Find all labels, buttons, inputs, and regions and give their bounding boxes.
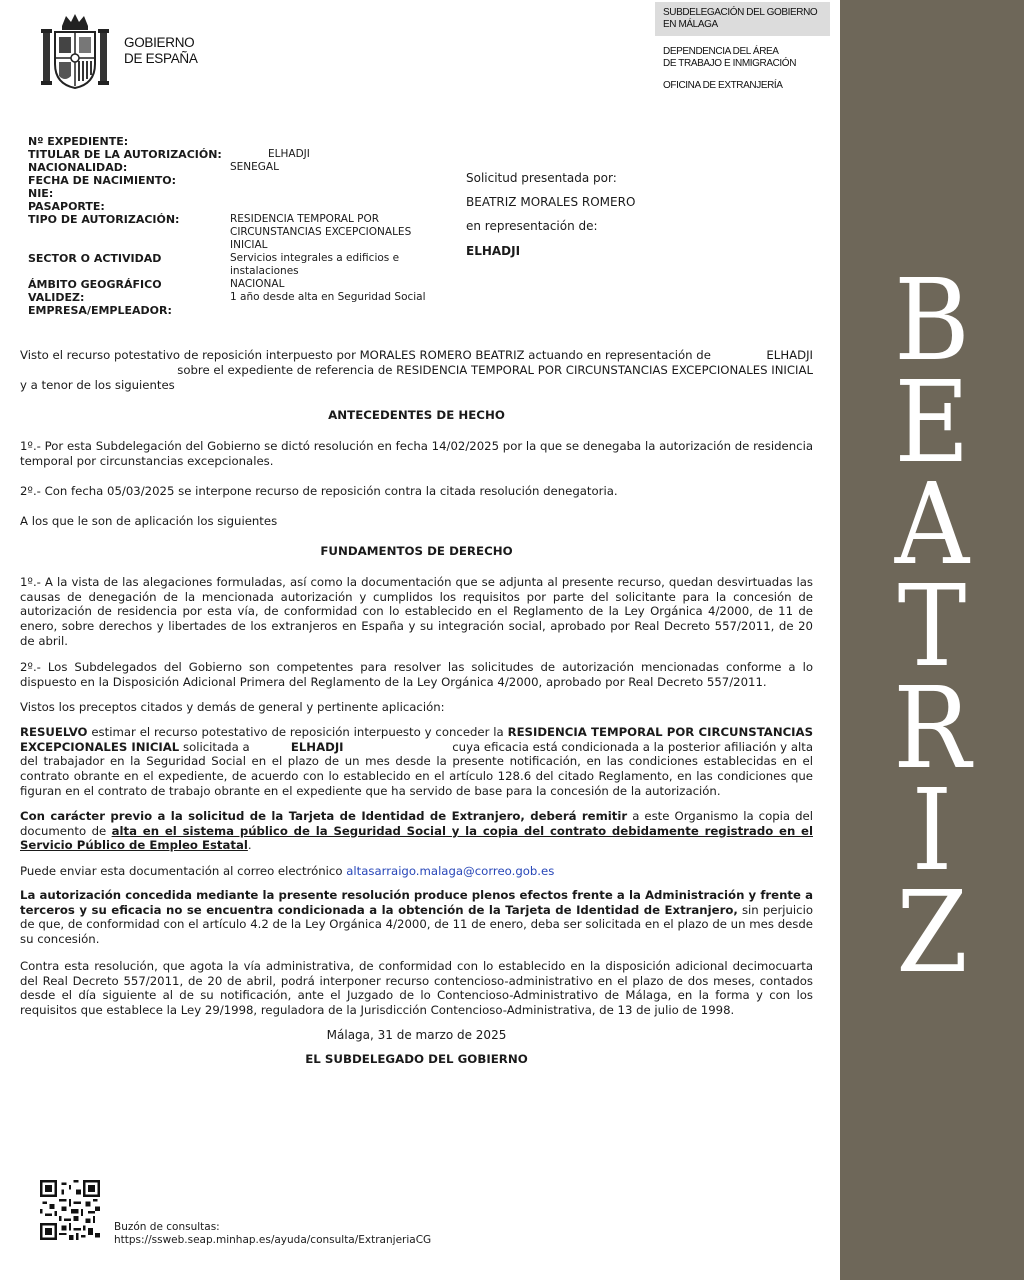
visto-paragraph — [20, 348, 813, 393]
office-line-3: DEPENDENCIA DEL ÁREA — [663, 46, 779, 57]
buzon-consultas — [114, 1221, 431, 1247]
validez-value: 1 año desde alta en Seguridad Social — [230, 291, 426, 303]
buzon-url-link[interactable]: https://ssweb.seap.minhap.es/ayuda/consulta/ExtranjeriaCG — [114, 1234, 432, 1246]
coat-of-arms-icon — [40, 12, 110, 90]
sidebar-letter: A — [894, 460, 970, 590]
pasaporte-label: PASAPORTE: — [28, 200, 105, 213]
visto-name: ELHADJI — [766, 348, 813, 362]
fundamento-2: 2º.- Los Subdelegados del Gobierno son competentes para resolver las solicitudes de autorización mencionadas conforme a lo dispuesto en la Disposición Adicional Primera del Reglamento de la Ley Orgánica 4/2000, aprobado por Real Decreto 557/2011. — [20, 660, 813, 689]
autorizacion-text: sin perjuicio de que, de conformidad con el artículo 4.2 de la Ley Orgánica 4/2000, de 11 de enero, deba ser solicitada en el plazo de un mes desde su concesión. — [20, 902, 813, 947]
visto-text-c: y a tenor de los siguientes — [20, 378, 175, 392]
sidebar-letter: B — [894, 256, 970, 386]
sidebar-letter: T — [897, 562, 967, 692]
sidebar-letter: E — [894, 358, 970, 488]
resuelvo-keyword: RESUELVO — [20, 725, 88, 739]
antecedente-1: 1º.- Por esta Subdelegación del Gobierno se dictó resolución en fecha 14/02/2025 por la que se denegaba la autorización de residencia temporal por circunstancias excepcionales. — [20, 439, 813, 468]
contra-paragraph: Contra esta resolución, que agota la vía administrativa, de conformidad con lo establecido en la disposición adicional decimocuarta del Real Decreto 557/2011, de 20 de abril, podrá interponer recurso contencioso-administrativo en el plazo de dos meses, contados desde el día siguiente al de su notificación, ante el Juzgado de lo Contencioso-Administrativo de Málaga, en la forma y con los requisitos que establece la Ley 29/1998, reguladora de la Jurisdicción Contencioso-Administrativa, de 13 de julio de 1998. — [20, 959, 813, 1018]
office-line-4: DE TRABAJO E INMIGRACIÓN — [663, 58, 797, 69]
empresa-label: EMPRESA/EMPLEADOR: — [28, 304, 172, 317]
office-line-1: SUBDELEGACIÓN DEL GOBIERNO — [663, 7, 818, 18]
vistos-text: Vistos los preceptos citados y demás de general y pertinente aplicación: — [20, 700, 445, 714]
sidebar-letter: I — [911, 766, 953, 896]
resuelvo-authorization: RESIDENCIA TEMPORAL POR CIRCUNSTANCIAS EXCEPCIONALES INICIAL — [20, 725, 813, 754]
titular-value: ELHADJI — [268, 148, 310, 160]
expediente-label: Nº EXPEDIENTE: — [28, 135, 129, 148]
buzon-label: Buzón de consultas: — [114, 1221, 220, 1233]
autorizacion-paragraph — [20, 888, 813, 947]
sector-value: Servicios integrales a edificios e instalaciones — [230, 252, 400, 277]
fundamentos-heading: FUNDAMENTOS DE DERECHO — [320, 544, 513, 558]
visto-text-a: Visto el recurso potestativo de reposición interpuesto por MORALES ROMERO BEATRIZ actuando en representación de — [20, 348, 711, 362]
representado-name: ELHADJI — [466, 244, 521, 258]
caracter-requirements: alta en el sistema público de la Seguridad Social y la copia del contrato debidamente registrado en el Servicio Público de Empleo Estatal — [20, 823, 813, 853]
gobierno-line-1: GOBIERNO — [124, 35, 195, 50]
titular-label: TITULAR DE LA AUTORIZACIÓN: — [28, 148, 222, 161]
tipo-label: TIPO DE AUTORIZACIÓN: — [28, 213, 180, 226]
caracter-paragraph — [20, 809, 813, 853]
firma-text: EL SUBDELEGADO DEL GOBIERNO — [305, 1052, 528, 1066]
visto-text-b: sobre el expediente de referencia de RESIDENCIA TEMPORAL POR CIRCUNSTANCIAS EXCEPCIONALES INICIAL — [177, 363, 813, 377]
sidebar-letter: Z — [896, 868, 968, 998]
ambito-label: ÁMBITO GEOGRÁFICO — [28, 278, 162, 291]
resuelvo-paragraph — [20, 725, 813, 799]
sidebar-name-letters — [840, 256, 1024, 998]
correo-paragraph — [20, 864, 813, 879]
tipo-value: RESIDENCIA TEMPORAL POR CIRCUNSTANCIAS EXCEPCIONALES INICIAL — [230, 213, 412, 251]
office-line-2: EN MÁLAGA — [663, 19, 718, 30]
solicitante-name: BEATRIZ MORALES ROMERO — [466, 195, 636, 209]
representacion-label: en representación de: — [466, 219, 598, 233]
antecedente-2: 2º.- Con fecha 05/03/2025 se interpone recurso de reposición contra la citada resolución denegatoria. — [20, 484, 618, 498]
resuelvo-name: ELHADJI — [290, 739, 344, 754]
solicitud-presentada: Solicitud presentada por: — [466, 171, 617, 185]
fundamento-1: 1º.- A la vista de las alegaciones formuladas, así como la documentación que se adjunta al presente recurso, quedan desvirtuadas las causas de denegación de la mencionada autorización y cumplidos los requisitos por parte del solicitante para la concesión de autorización de residencia por esta vía, de conformidad con lo establecido en el Reglamento de la Ley Orgánica 4/2000, de 11 de enero, sobre derechos y libertades de los extranjeros en España y su integración social, aprobado por Real Decreto 557/2011, de 20 de abril. — [20, 575, 813, 648]
nacimiento-label: FECHA DE NACIMIENTO: — [28, 174, 177, 187]
fecha-text: Málaga, 31 de marzo de 2025 — [326, 1028, 507, 1042]
correo-email-link[interactable]: altasarraigo.malaga@correo.gob.es — [346, 864, 555, 878]
caracter-text: a este Organismo la copia del documento de — [20, 809, 813, 838]
aplicacion-text: A los que le son de aplicación los siguientes — [20, 514, 278, 528]
caracter-bold: Con carácter previo a la solicitud de la Tarjeta de Identidad de Extranjero, deberá remitir — [20, 809, 628, 823]
qr-code-icon — [40, 1180, 100, 1240]
sector-label: SECTOR O ACTIVIDAD — [28, 252, 162, 265]
caracter-end: . — [247, 838, 252, 853]
correo-text: Puede enviar esta documentación al correo electrónico — [20, 864, 347, 878]
name-sidebar — [840, 0, 1024, 1280]
gobierno-line-2: DE ESPAÑA — [124, 51, 198, 66]
antecedentes-heading: ANTECEDENTES DE HECHO — [328, 408, 505, 422]
gobierno-label — [124, 35, 198, 67]
sidebar-letter: R — [893, 664, 971, 794]
resuelvo-text-c: cuya eficacia está condicionada a la posterior afiliación y alta del trabajador en la Seguridad Social en el plazo de un mes desde la presente notificación, en las condiciones establecidas en el contrato obrante en el expediente, de acuerdo con lo establecido en el artículo 128.6 del citado Reglamento, en las condiciones que figuran en el contrato de trabajo obrante en el expediente que ha servido de base para la concesión de la autorización. — [20, 739, 813, 798]
autorizacion-bold: La autorización concedida mediante la presente resolución produce plenos efectos frente a la Administración y frente a terceros y su eficacia no se encuentra condicionada a la obtención de la Tarjeta de Identidad de Extranjero, — [20, 888, 813, 917]
validez-label: VALIDEZ: — [28, 291, 85, 304]
nacionalidad-value: SENEGAL — [230, 161, 279, 173]
nie-label: NIE: — [28, 187, 54, 200]
ambito-value: NACIONAL — [230, 278, 285, 290]
office-line-5: OFICINA DE EXTRANJERÍA — [663, 80, 783, 91]
nacionalidad-label: NACIONALIDAD: — [28, 161, 128, 174]
resuelvo-text-b: solicitada a — [179, 739, 254, 754]
resuelvo-text-a: estimar el recurso potestativo de reposición interpuesto y conceder la — [87, 725, 508, 739]
